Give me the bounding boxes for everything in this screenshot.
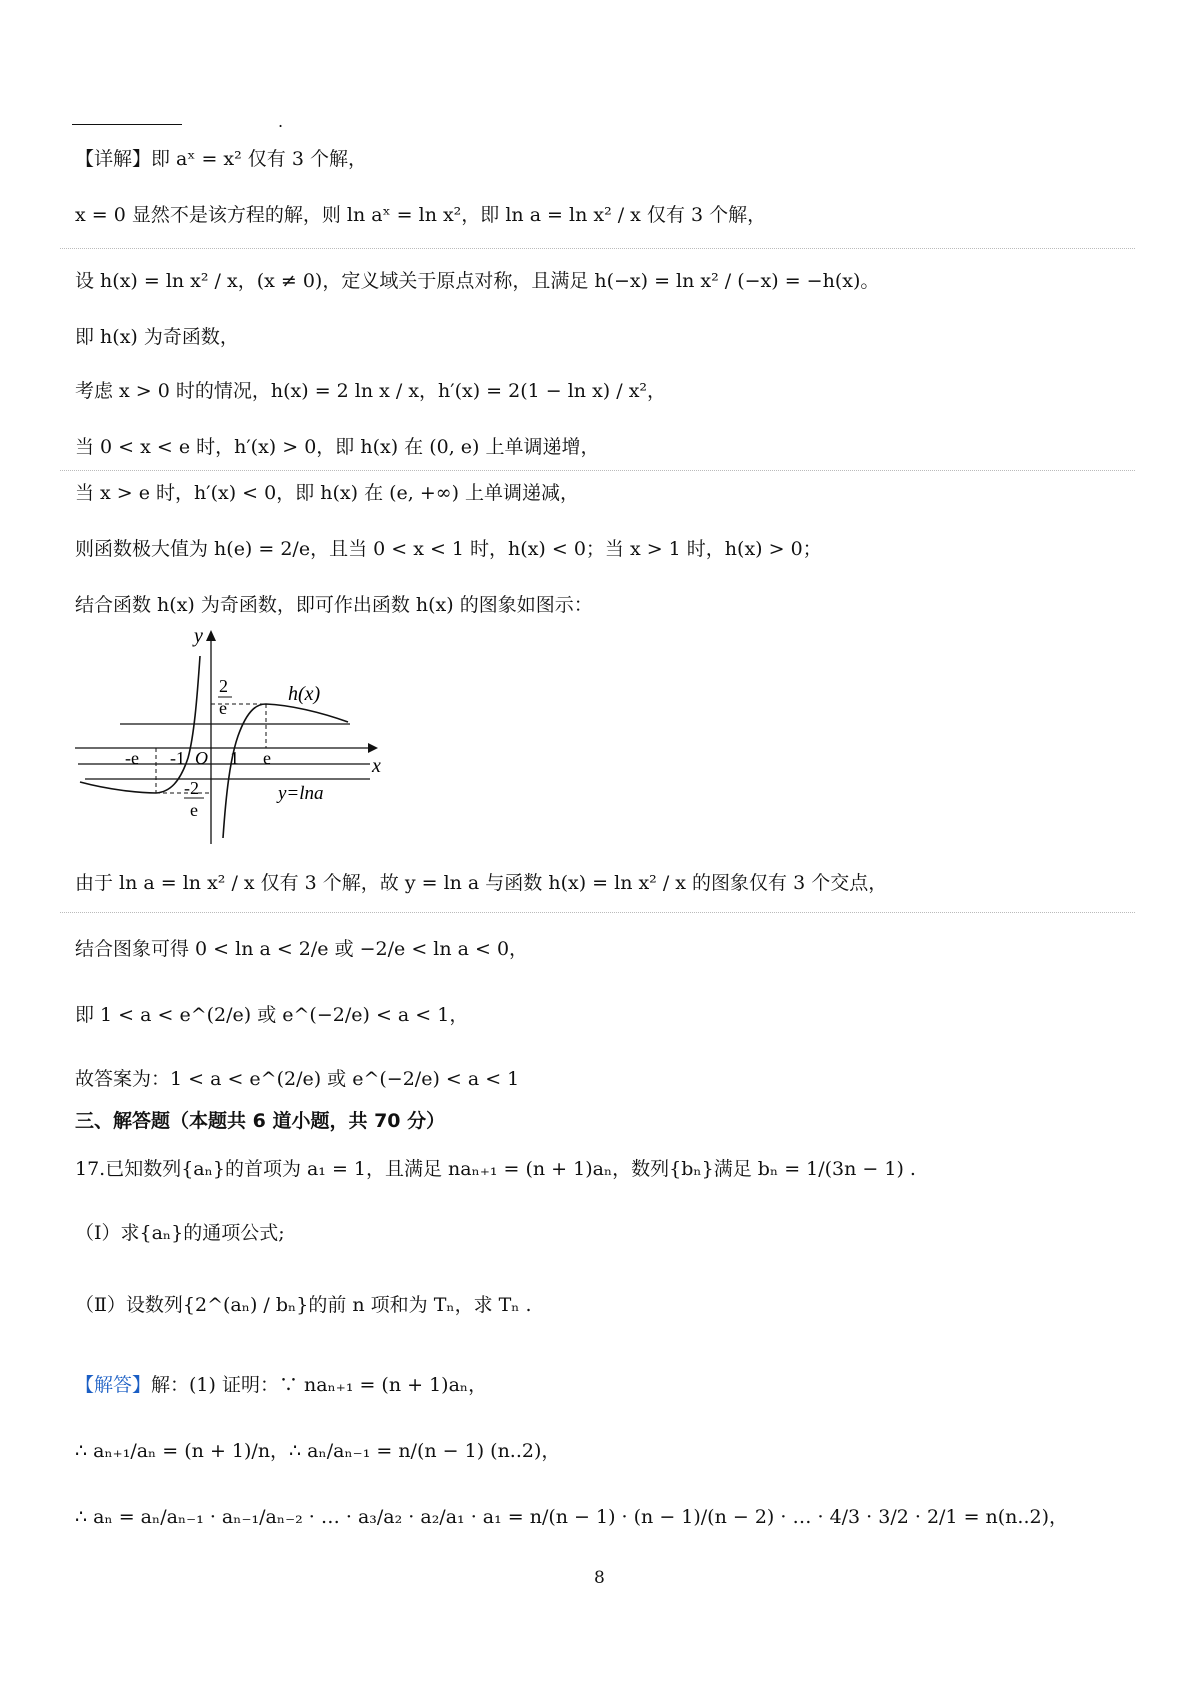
min-label-numerator: -2	[184, 778, 199, 798]
function-graph	[70, 624, 400, 846]
y-axis-arrow	[206, 630, 216, 641]
tick-label-neg-1: -1	[170, 748, 185, 768]
detail-line-11: 结合图象可得 0 < ln a < 2/e 或 −2/e < ln a < 0，	[75, 938, 529, 960]
detail-line-1: 【详解】即 aˣ = x² 仅有 3 个解，	[75, 148, 367, 170]
tick-label-neg-e: -e	[125, 748, 139, 768]
answer-blank-rule	[72, 124, 182, 125]
line-label: y=lna	[278, 783, 324, 804]
solution-tag: 【解答】	[75, 1374, 152, 1396]
detail-line-9: 结合函数 h(x) 为奇函数，即可作出函数 h(x) 的图象如图示：	[75, 594, 593, 616]
separator	[60, 470, 1135, 471]
detail-line-4: 即 h(x) 为奇函数，	[75, 326, 239, 348]
separator	[60, 248, 1135, 249]
problem-part-1: （Ⅰ）求{aₙ}的通项公式;	[75, 1222, 285, 1244]
y-axis-label: y	[194, 625, 203, 647]
x-axis-label: x	[372, 755, 381, 777]
page-number: 8	[594, 1568, 605, 1588]
solution-line-3: ∴ aₙ = aₙ/aₙ₋₁ · aₙ₋₁/aₙ₋₂ · … · a₃/a₂ · a₂/a₁ · a₁ = n/(n − 1) · (n − 1)/(n − 2) · … · 4/3 · 3/2 · 2/1 = n(n..2)，	[75, 1506, 1069, 1528]
detail-line-2: x = 0 显然不是该方程的解，则 ln aˣ = ln x²，即 ln a = ln x² / x 仅有 3 个解，	[75, 204, 767, 226]
detail-line-7: 当 x > e 时，h′(x) < 0，即 h(x) 在 (e, +∞) 上单调递减，	[75, 482, 580, 504]
x-axis-arrow	[368, 743, 378, 753]
tick-label-1: 1	[230, 748, 239, 768]
detail-line-12: 即 1 < a < e^(2/e) 或 e^(−2/e) < a < 1，	[75, 1004, 469, 1026]
solution-line-1	[75, 1376, 487, 1395]
answer-line: 故答案为：1 < a < e^(2/e) 或 e^(−2/e) < a < 1	[75, 1068, 520, 1090]
separator	[60, 912, 1135, 913]
problem-statement: 17.已知数列{aₙ}的首项为 a₁ = 1，且满足 naₙ₊₁ = (n + 1)aₙ，数列{bₙ}满足 bₙ = 1/(3n − 1) .	[75, 1158, 916, 1180]
detail-line-5: 考虑 x > 0 时的情况，h(x) = 2 ln x / x，h′(x) = 2(1 − ln x) / x²，	[75, 380, 667, 402]
origin-label: O	[195, 748, 208, 768]
solution-line-2: ∴ aₙ₊₁/aₙ = (n + 1)/n，∴ aₙ/aₙ₋₁ = n/(n − 1) (n..2)，	[75, 1440, 561, 1462]
min-label-denominator: e	[190, 800, 198, 820]
detail-line-3: 设 h(x) = ln x² / x，(x ≠ 0)，定义域关于原点对称，且满足 h(−x) = ln x² / (−x) = −h(x)。	[75, 270, 880, 292]
detail-line-6: 当 0 < x < e 时，h′(x) > 0，即 h(x) 在 (0, e) 上单调递增，	[75, 436, 600, 458]
answer-blank-dot: .	[278, 112, 284, 131]
detail-line-10: 由于 ln a = ln x² / x 仅有 3 个解，故 y = ln a 与函数 h(x) = ln x² / x 的图象仅有 3 个交点，	[75, 872, 888, 894]
detail-line-8: 则函数极大值为 h(e) = 2/e，且当 0 < x < 1 时，h(x) < 0；当 x > 1 时，h(x) > 0；	[75, 538, 822, 560]
solution-text-1: 解：(1) 证明：∵ naₙ₊₁ = (n + 1)aₙ，	[151, 1374, 488, 1396]
problem-part-2: （Ⅱ）设数列{2^(aₙ) / bₙ}的前 n 项和为 Tₙ，求 Tₙ .	[75, 1294, 532, 1316]
tick-label-e: e	[263, 748, 271, 768]
curve-label: h(x)	[288, 683, 321, 705]
max-label-numerator: 2	[219, 676, 228, 696]
section-heading: 三、解答题（本题共 6 道小题，共 70 分）	[75, 1110, 446, 1132]
max-label-denominator: e	[219, 698, 227, 718]
